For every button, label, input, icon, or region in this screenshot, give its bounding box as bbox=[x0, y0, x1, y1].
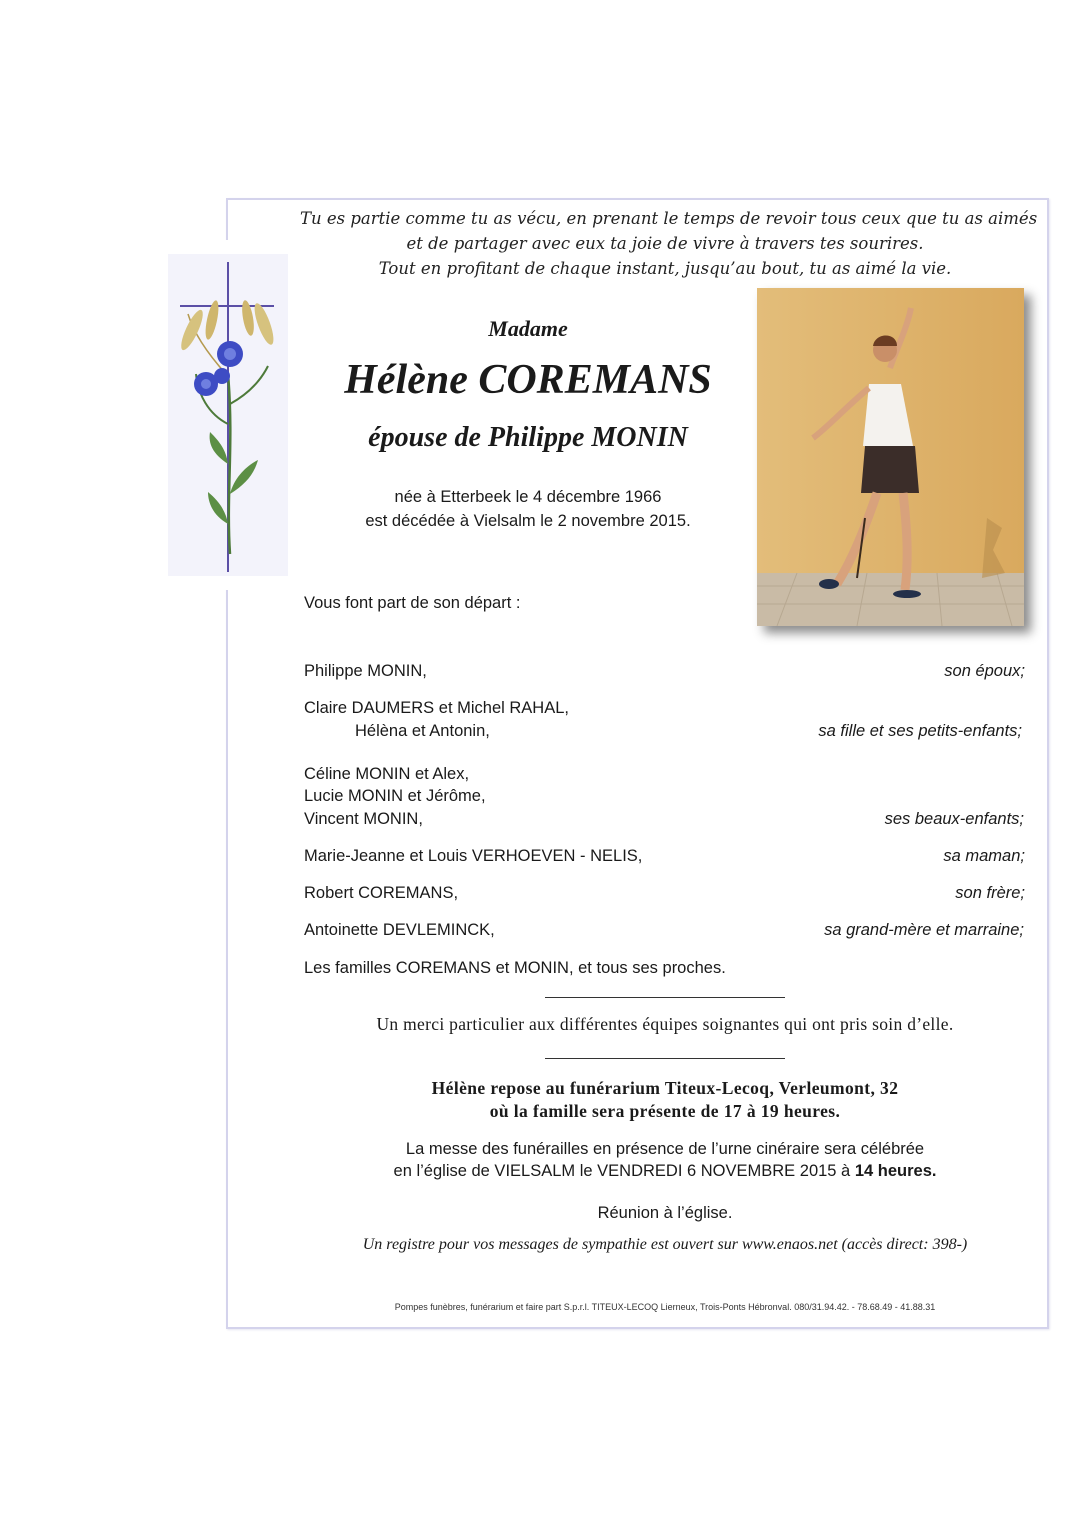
separator-rule bbox=[545, 1058, 785, 1059]
separator-rule bbox=[545, 997, 785, 998]
intro-line: Vous font part de son départ : bbox=[304, 594, 521, 612]
family-relation: ses beaux-enfants; bbox=[884, 810, 1024, 828]
repose-line: où la famille sera présente de 17 à 19 heures. bbox=[489, 1101, 841, 1121]
repose-block bbox=[300, 1077, 1030, 1123]
poem-line: Tu es partie comme tu as vécu, en prenant le temps de revoir tous ceux que tu as aimés bbox=[300, 209, 1038, 228]
honorific: Madame bbox=[488, 316, 568, 341]
birth-line: née à Etterbeek le 4 décembre 1966 bbox=[394, 488, 662, 506]
family-name: Lucie MONIN et Jérôme, bbox=[304, 787, 486, 805]
family-relation: sa fille et ses petits-enfants; bbox=[818, 722, 1022, 740]
poem-line: Tout en profitant de chaque instant, jusqu’au bout, tu as aimé la vie. bbox=[378, 259, 952, 278]
family-name: Antoinette DEVLEMINCK, bbox=[304, 921, 495, 939]
deceased-name: Hélène COREMANS bbox=[344, 357, 712, 403]
family-relation: son frère; bbox=[955, 884, 1025, 902]
poem bbox=[300, 206, 1038, 281]
registry-line: Un registre pour vos messages de sympathie est ouvert sur www.enaos.net (accès direct: 398-) bbox=[362, 1236, 968, 1253]
poem-line: et de partager avec eux ta joie de vivre à travers tes sourires. bbox=[406, 234, 924, 253]
family-name: Hélèna et Antonin, bbox=[355, 722, 490, 740]
family-name: Philippe MONIN, bbox=[304, 662, 427, 680]
spouse-line: épouse de Philippe MONIN bbox=[368, 422, 688, 453]
family-relation: son époux; bbox=[944, 662, 1025, 680]
family-relation: sa grand-mère et marraine; bbox=[824, 921, 1024, 939]
mass-line: La messe des funérailles en présence de l’urne cinéraire sera célébrée bbox=[405, 1140, 925, 1158]
families-line: Les familles COREMANS et MONIN, et tous ses proches. bbox=[304, 959, 726, 977]
family-name: Vincent MONIN, bbox=[304, 810, 423, 828]
reunion-line: Réunion à l’église. bbox=[597, 1204, 733, 1222]
repose-line: Hélène repose au funérarium Titeux-Lecoq, Verleumont, 32 bbox=[431, 1078, 899, 1098]
life-dates bbox=[300, 485, 756, 533]
death-line: est décédée à Vielsalm le 2 novembre 2015. bbox=[365, 512, 691, 530]
mass-time: 14 heures. bbox=[854, 1162, 937, 1180]
mass-block bbox=[300, 1138, 1030, 1182]
family-name: Claire DAUMERS et Michel RAHAL, bbox=[304, 699, 569, 717]
portrait-photo bbox=[757, 288, 1024, 626]
family-name: Robert COREMANS, bbox=[304, 884, 459, 902]
family-relation: sa maman; bbox=[943, 847, 1025, 865]
mass-place: en l’église de VIELSALM le VENDREDI 6 NOVEMBRE 2015 à bbox=[393, 1162, 855, 1180]
funeral-home-footer: Pompes funèbres, funérarium et faire part S.p.r.l. TITEUX-LECOQ Lierneux, Trois-Ponts Hébronval. 080/31.94.42. - 78.68.49 - 41.88.31 bbox=[394, 1302, 936, 1312]
family-name: Marie-Jeanne et Louis VERHOEVEN - NELIS, bbox=[304, 847, 643, 865]
thanks-line: Un merci particulier aux différentes équipes soignantes qui ont pris soin d’elle. bbox=[376, 1014, 954, 1034]
cross-flower-ornament-icon bbox=[168, 254, 288, 576]
family-name: Céline MONIN et Alex, bbox=[304, 765, 470, 783]
mass-line bbox=[300, 1160, 1030, 1182]
